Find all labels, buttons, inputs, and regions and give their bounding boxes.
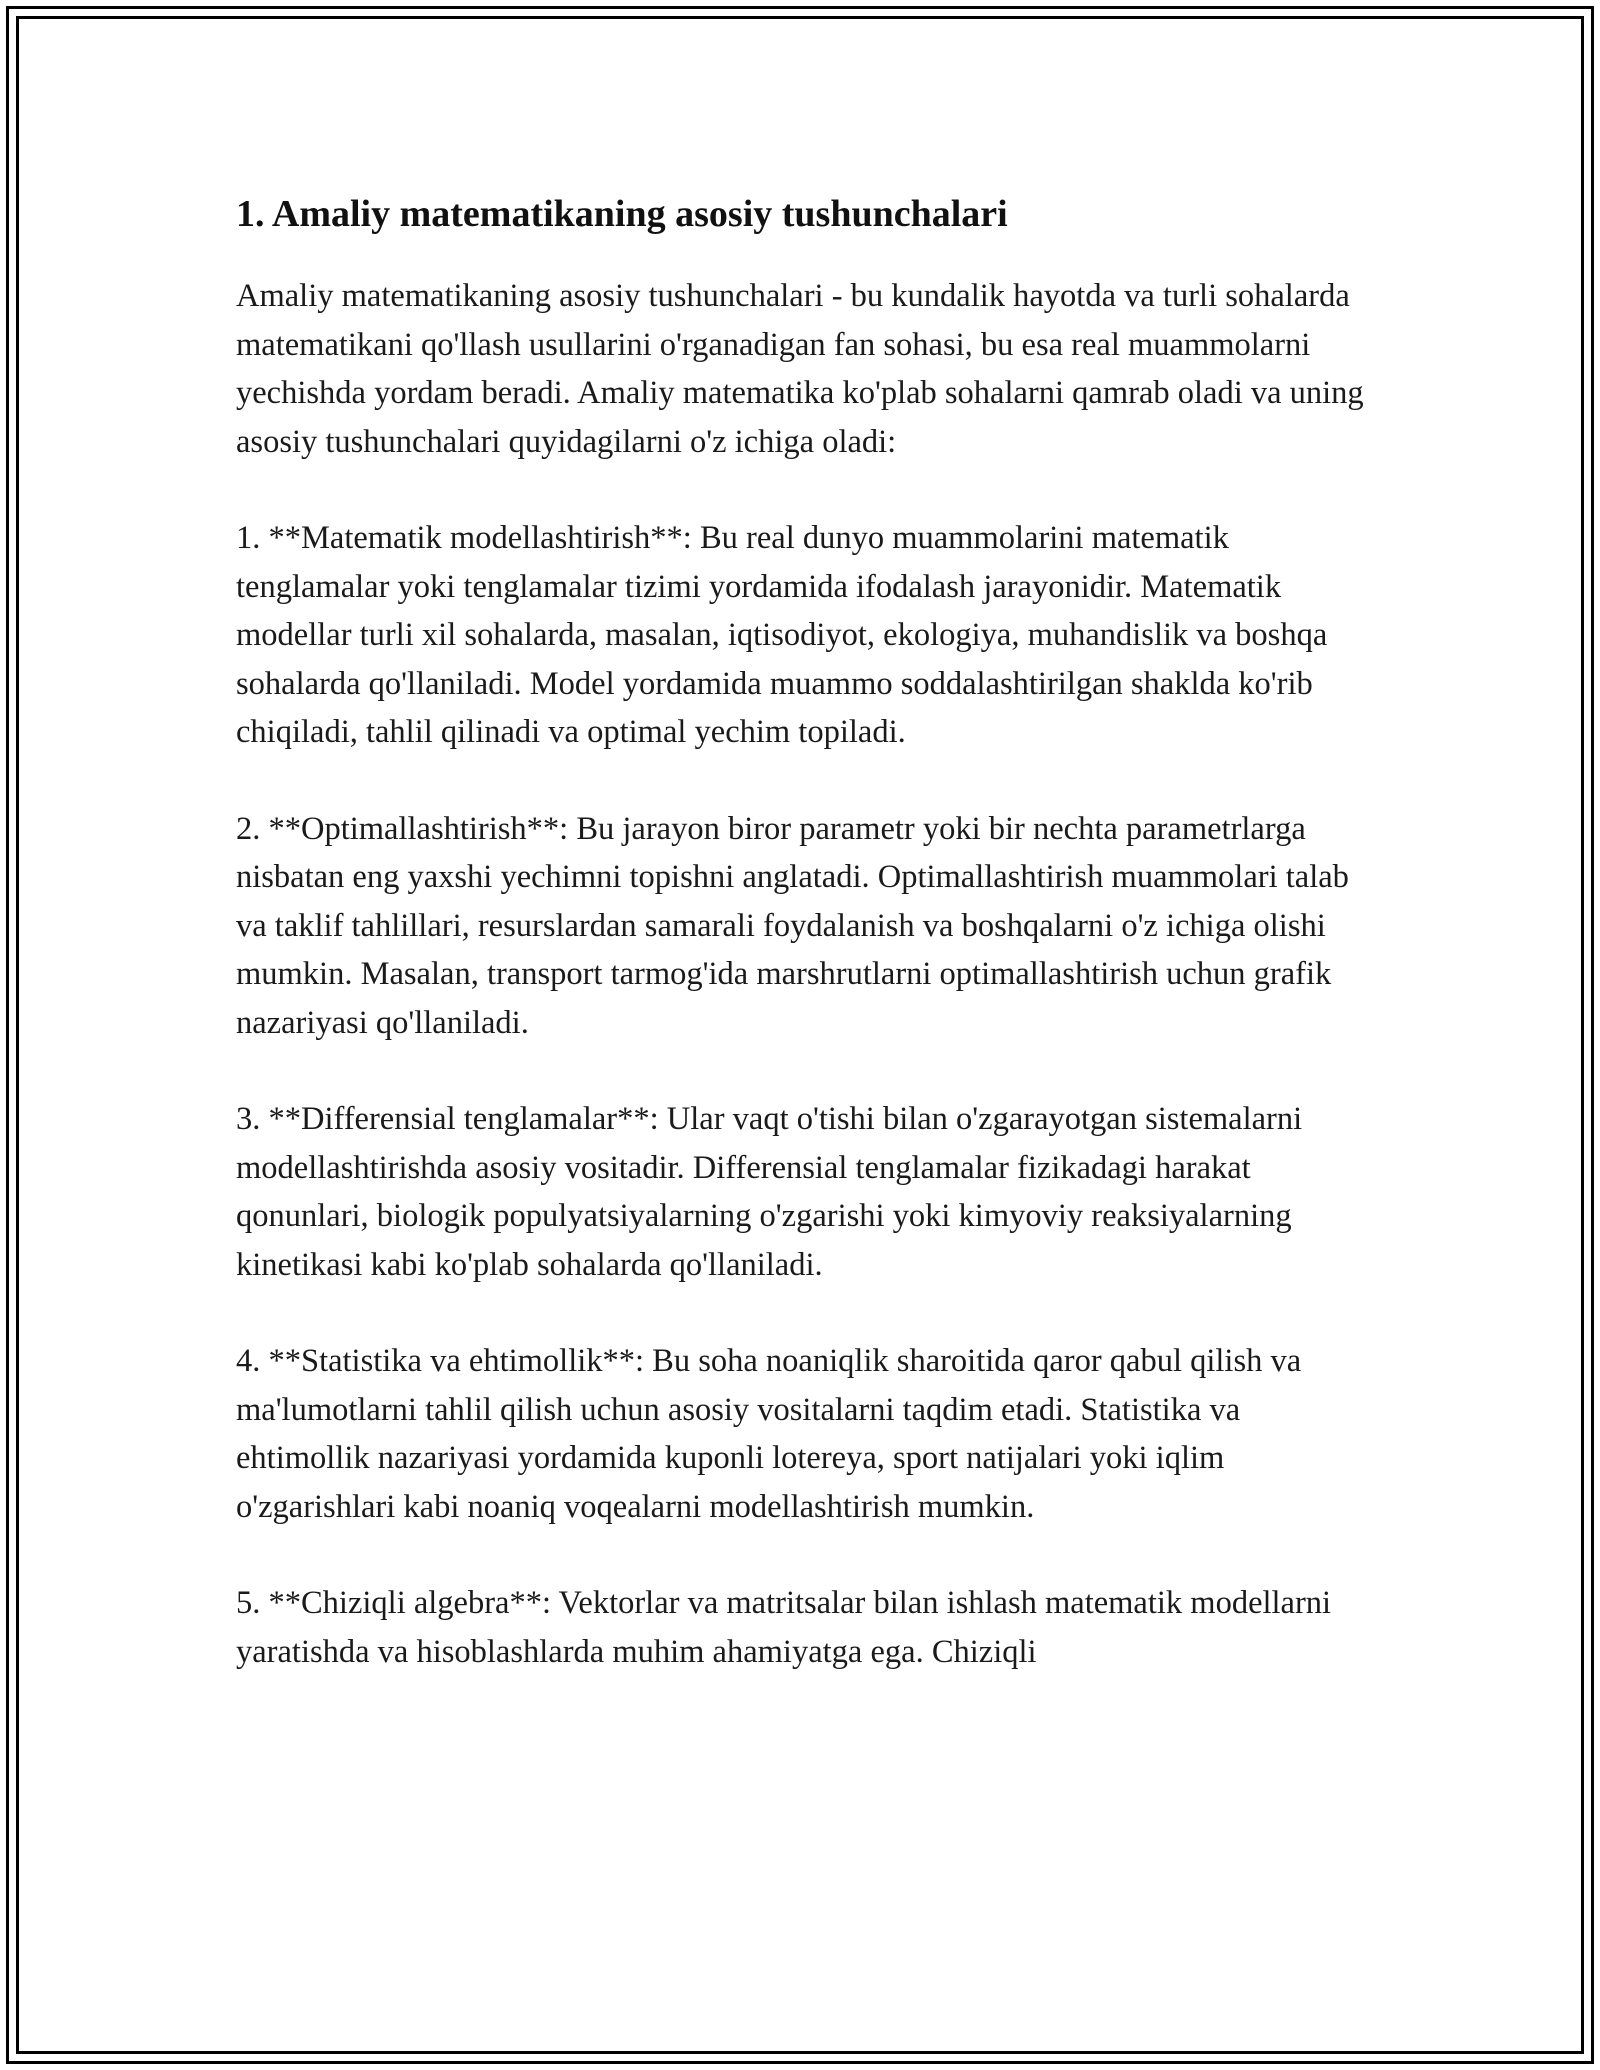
list-item-modelling: 1. **Matematik modellashtirish**: Bu real dunyo muammolarini matematik tenglamalar yoki tenglamalar tizimi yordamida ifodalash jarayonidir. Matematik modellar turli xil sohalarda, masalan, iqtisodiyot, ekologiya, muhandislik va boshqa sohalarda qo'llaniladi. Model yordamida muammo soddalashtirilgan shaklda ko'rib chiqiladi, tahlil qilinadi va optimal yechim topiladi. <box>236 520 1328 750</box>
document-body <box>236 186 1366 1724</box>
section-title: 1. Amaliy matematikaning asosiy tushunchalari <box>236 193 1008 235</box>
list-item-differential-equations: 3. **Differensial tenglamalar**: Ular vaqt o'tishi bilan o'zgarayotgan sistemalarni modellashtirishda asosiy vositadir. Differensial tenglamalar fizikadagi harakat qonunlari, biologik populyatsiyalarning o'zgarishi yoki kimyoviy reaksiyalarning kinetikasi kabi ko'plab sohalarda qo'llaniladi. <box>236 1101 1303 1283</box>
list-item-statistics: 4. **Statistika va ehtimollik**: Bu soha noaniqlik sharoitida qaror qabul qilish va ma'lumotlarni tahlil qilish uchun asosiy vositalarni taqdim etadi. Statistika va ehtimollik nazariyasi yordamida kuponli lotereya, sport natijalari yoki iqlim o'zgarishlari kabi noaniq voqealarni modellashtirish mumkin. <box>236 1343 1302 1525</box>
list-item-linear-algebra: 5. **Chiziqli algebra**: Vektorlar va matritsalar bilan ishlash matematik modellarni yaratishda va hisoblashlarda muhim ahamiyatga ega. Chiziqli <box>236 1585 1332 1670</box>
list-item-optimization: 2. **Optimallashtirish**: Bu jarayon biror parametr yoki bir nechta parametrlarga nisbatan eng yaxshi yechimni topishni anglatadi. Optimallashtirish muammolari talab va taklif tahlillari, resurslardan samarali foydalanish va boshqalarni o'z ichiga olishi mumkin. Masalan, transport tarmog'ida marshrutlarni optimallashtirish uchun grafik nazariyasi qo'llaniladi. <box>236 810 1349 1041</box>
intro-paragraph: Amaliy matematikaning asosiy tushunchalari - bu kundalik hayotda va turli sohalarda matematikani qo'llash usullarini o'rganadigan fan sohasi, bu esa real muammolarni yechishda yordam beradi. Amaliy matematika ko'plab sohalarni qamrab oladi va uning asosiy tushunchalari quyidagilarni o'z ichiga oladi: <box>236 278 1364 460</box>
